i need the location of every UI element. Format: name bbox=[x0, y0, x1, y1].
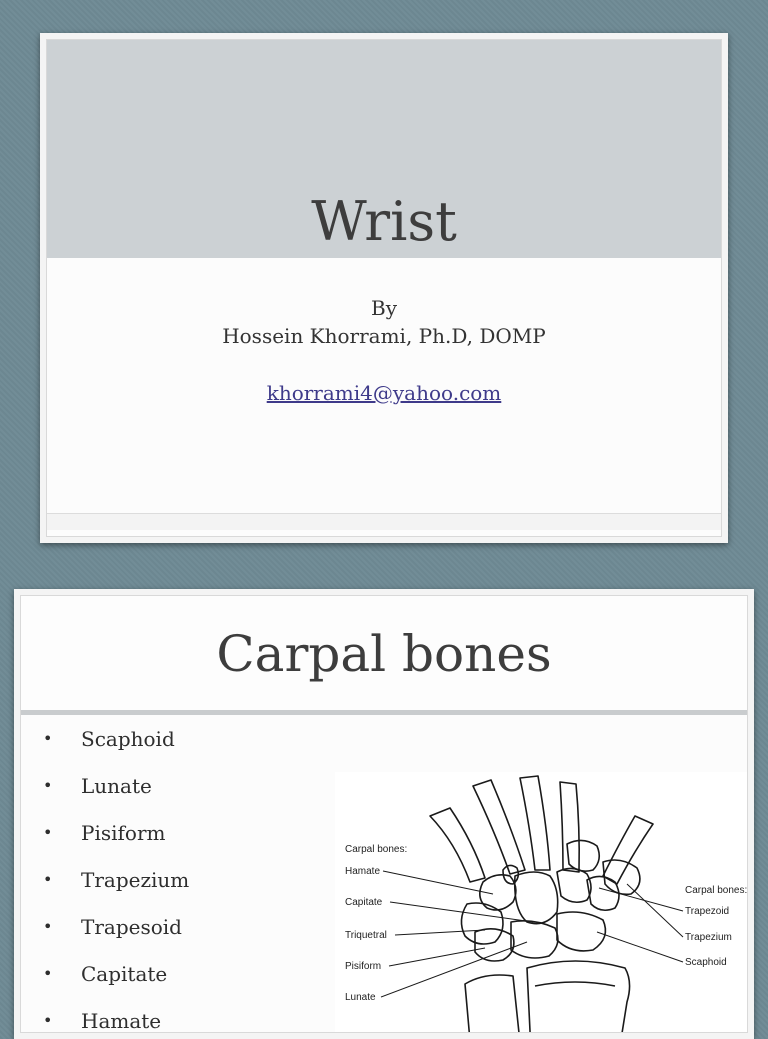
label-trapezium: Trapezium bbox=[685, 932, 732, 943]
label-capitate: Capitate bbox=[345, 897, 383, 908]
label-trapezoid: Trapezoid bbox=[685, 906, 730, 917]
wrist-bones-illustration bbox=[335, 772, 748, 1033]
right-heading-label: Carpal bones: bbox=[685, 885, 748, 896]
label-pisiform: Pisiform bbox=[345, 961, 382, 972]
wrist-diagram bbox=[335, 772, 748, 1033]
carpal-bones-slide bbox=[14, 589, 754, 1039]
bullet-icon: • bbox=[43, 823, 53, 842]
label-lunate: Lunate bbox=[345, 992, 376, 1003]
label-triquetral: Triquetral bbox=[345, 930, 387, 941]
bullet-icon: • bbox=[43, 870, 53, 889]
bullet-icon: • bbox=[43, 1011, 53, 1030]
slide-title: Wrist bbox=[311, 190, 457, 253]
hand-bones-drawing bbox=[430, 776, 653, 1033]
author-name: Hossein Khorrami, Ph.D, DOMP bbox=[222, 324, 546, 348]
title-slide-frame bbox=[46, 39, 722, 537]
title-slide bbox=[40, 33, 728, 543]
slide-title: Carpal bones bbox=[216, 625, 552, 683]
bullet-icon: • bbox=[43, 917, 53, 936]
bullet-icon: • bbox=[43, 729, 53, 748]
left-heading-label: Carpal bones: bbox=[345, 844, 408, 855]
slide-footer-bar bbox=[47, 513, 721, 530]
label-scaphoid: Scaphoid bbox=[685, 957, 727, 968]
label-hamate: Hamate bbox=[345, 866, 381, 877]
by-line: By bbox=[371, 296, 397, 320]
email-link[interactable]: khorrami4@yahoo.com bbox=[266, 381, 502, 405]
carpal-slide-frame: Carpal bones • Scaphoid • Lunate • Pisiform • Trapezium • Trapesoid • Capitate • Hamate Carpal bones: Hamate Capitate Triquetral Pisiform Lunate Carpal bones: Trapezoid Trapezium Scaphoid bbox=[20, 595, 748, 1033]
right-leader-lines bbox=[597, 884, 683, 962]
bullet-icon: • bbox=[43, 964, 53, 983]
slide-header bbox=[21, 596, 747, 715]
bullet-icon: • bbox=[43, 776, 53, 795]
